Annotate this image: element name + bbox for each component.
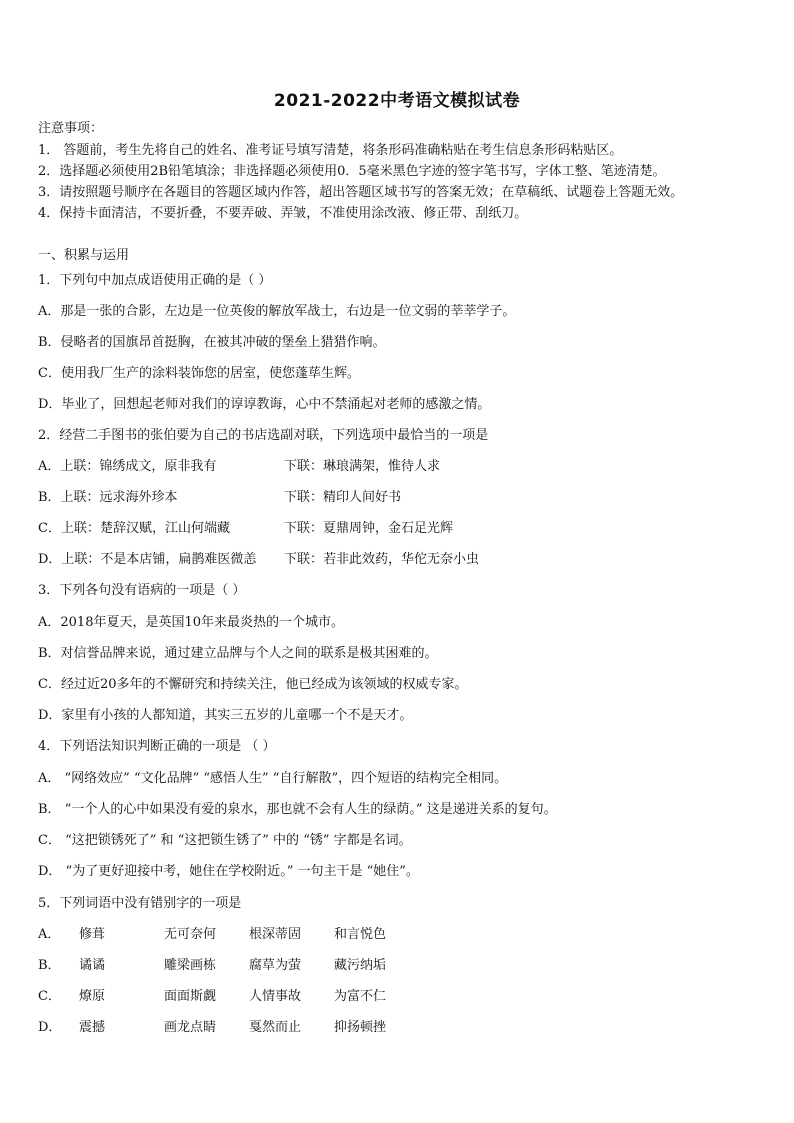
word: 无可奈何 <box>164 927 217 942</box>
option-a: A．那是一张的合影，左边是一位英俊的解放军战士，右边是一位文弱的莘莘学子。 <box>38 304 516 319</box>
couplet-upper: C．上联：楚辞汉赋，江山何端藏 <box>38 521 230 536</box>
couplet-lower: 下联：若非此效药，华佗无奈小虫 <box>284 552 480 567</box>
option-c: C．经过近20多年的不懈研究和持续关注，他已经成为该领域的权威专家。 <box>38 677 468 692</box>
option-c <box>38 988 386 1006</box>
page-title: 2021-2022中考语文模拟试卷 <box>273 91 521 111</box>
option-d: D．家里有小孩的人都知道，其实三五岁的儿童哪一个不是天才。 <box>38 708 413 723</box>
couplet-upper: D．上联：不是本店铺，扁鹊难医微恙 <box>38 552 257 567</box>
question-stem: 2．经营二手图书的张伯要为自己的书店选副对联，下列选项中最恰当的一项是 <box>38 428 489 443</box>
option-d: D．毕业了，回想起老师对我们的谆谆教诲，心中不禁涌起对老师的感激之情。 <box>38 397 491 412</box>
option-a: A．2018年夏天，是英国10年来最炎热的一个城市。 <box>38 615 345 630</box>
word: 震撼 <box>79 1020 106 1035</box>
option-b <box>38 957 386 975</box>
option-b: B． “一个人的心中如果没有爱的泉水，那也就不会有人生的绿荫。” 这是递进关系的复句。 <box>38 802 557 817</box>
notice-item: 4．保持卡面清洁，不要折叠，不要弄破、弄皱，不准使用涂改液、修正带、刮纸刀。 <box>38 206 528 221</box>
couplet-upper: A．上联：锦绣成文，原非我有 <box>38 459 217 474</box>
option-b: B．对信誉品牌来说，通过建立品牌与个人之间的联系是极其困难的。 <box>38 646 438 661</box>
notice-item: 3．请按照题号顺序在各题目的答题区域内作答，超出答题区域书写的答案无效；在草稿纸、试题卷上答题无效。 <box>38 185 684 200</box>
option-label: A． <box>38 927 61 942</box>
question-stem: 5．下列词语中没有错别字的一项是 <box>38 896 242 911</box>
section-heading: 一、积累与运用 <box>38 248 130 263</box>
word: 谲谲 <box>79 958 106 973</box>
couplet-lower: 下联：琳琅满架，惟待人求 <box>284 459 441 474</box>
option-d: D． “为了更好迎接中考，她住在学校附近。” 一句主干是 “她住”。 <box>38 864 419 879</box>
option-label: C． <box>38 989 61 1004</box>
couplet-lower: 下联：精印人间好书 <box>284 490 402 505</box>
word: 画龙点睛 <box>164 1020 217 1035</box>
word: 面面斯觑 <box>164 989 217 1004</box>
option-c <box>38 520 453 538</box>
word: 为富不仁 <box>334 989 387 1004</box>
option-c: C．使用我厂生产的涂料装饰您的居室，使您蓬荜生辉。 <box>38 366 360 381</box>
option-a <box>38 458 440 476</box>
option-a <box>38 926 386 944</box>
word: 雕梁画栋 <box>164 958 217 973</box>
word: 修葺 <box>79 927 106 942</box>
couplet-lower: 下联：夏鼎周钟，金石足光辉 <box>284 521 454 536</box>
question-stem: 3．下列各句没有语病的一项是（ ） <box>38 583 246 598</box>
option-b: B．侵略者的国旗昂首挺胸，在被其冲破的堡垒上猎猎作响。 <box>38 335 386 350</box>
question-stem: 1．下列句中加点成语使用正确的是（ ） <box>38 273 272 288</box>
word: 和言悦色 <box>334 927 387 942</box>
option-a: A． “网络效应” “文化品牌” “感悟人生” “自行解散”，四个短语的结构完全相同。 <box>38 771 508 786</box>
word: 戛然而止 <box>249 1020 302 1035</box>
word: 根深蒂固 <box>249 927 302 942</box>
question-stem: 4．下列语法知识判断正确的一项是 （ ） <box>38 739 276 754</box>
option-d <box>38 551 479 569</box>
notice-heading: 注意事项： <box>38 121 104 136</box>
option-label: D． <box>38 1020 62 1035</box>
word: 燎原 <box>79 989 106 1004</box>
couplet-upper: B．上联：远求海外珍本 <box>38 490 178 505</box>
word: 藏污纳垢 <box>334 958 387 973</box>
option-b <box>38 489 401 507</box>
notice-item: 2．选择题必须使用2B铅笔填涂；非选择题必须使用0．5毫米黑色字迹的签字笔书写，字体工整、笔迹清楚。 <box>38 164 666 179</box>
word: 腐草为萤 <box>249 958 302 973</box>
option-c: C． “这把锁锈死了” 和 “这把锁生锈了” 中的 “锈” 字都是名词。 <box>38 833 412 848</box>
option-d <box>38 1019 386 1037</box>
notice-item: 1． 答题前，考生先将自己的姓名、准考证号填写清楚，将条形码准确粘贴在考生信息条形码粘贴区。 <box>38 143 623 158</box>
option-label: B． <box>38 958 61 973</box>
word: 抑扬顿挫 <box>334 1020 387 1035</box>
word: 人情事故 <box>249 989 302 1004</box>
